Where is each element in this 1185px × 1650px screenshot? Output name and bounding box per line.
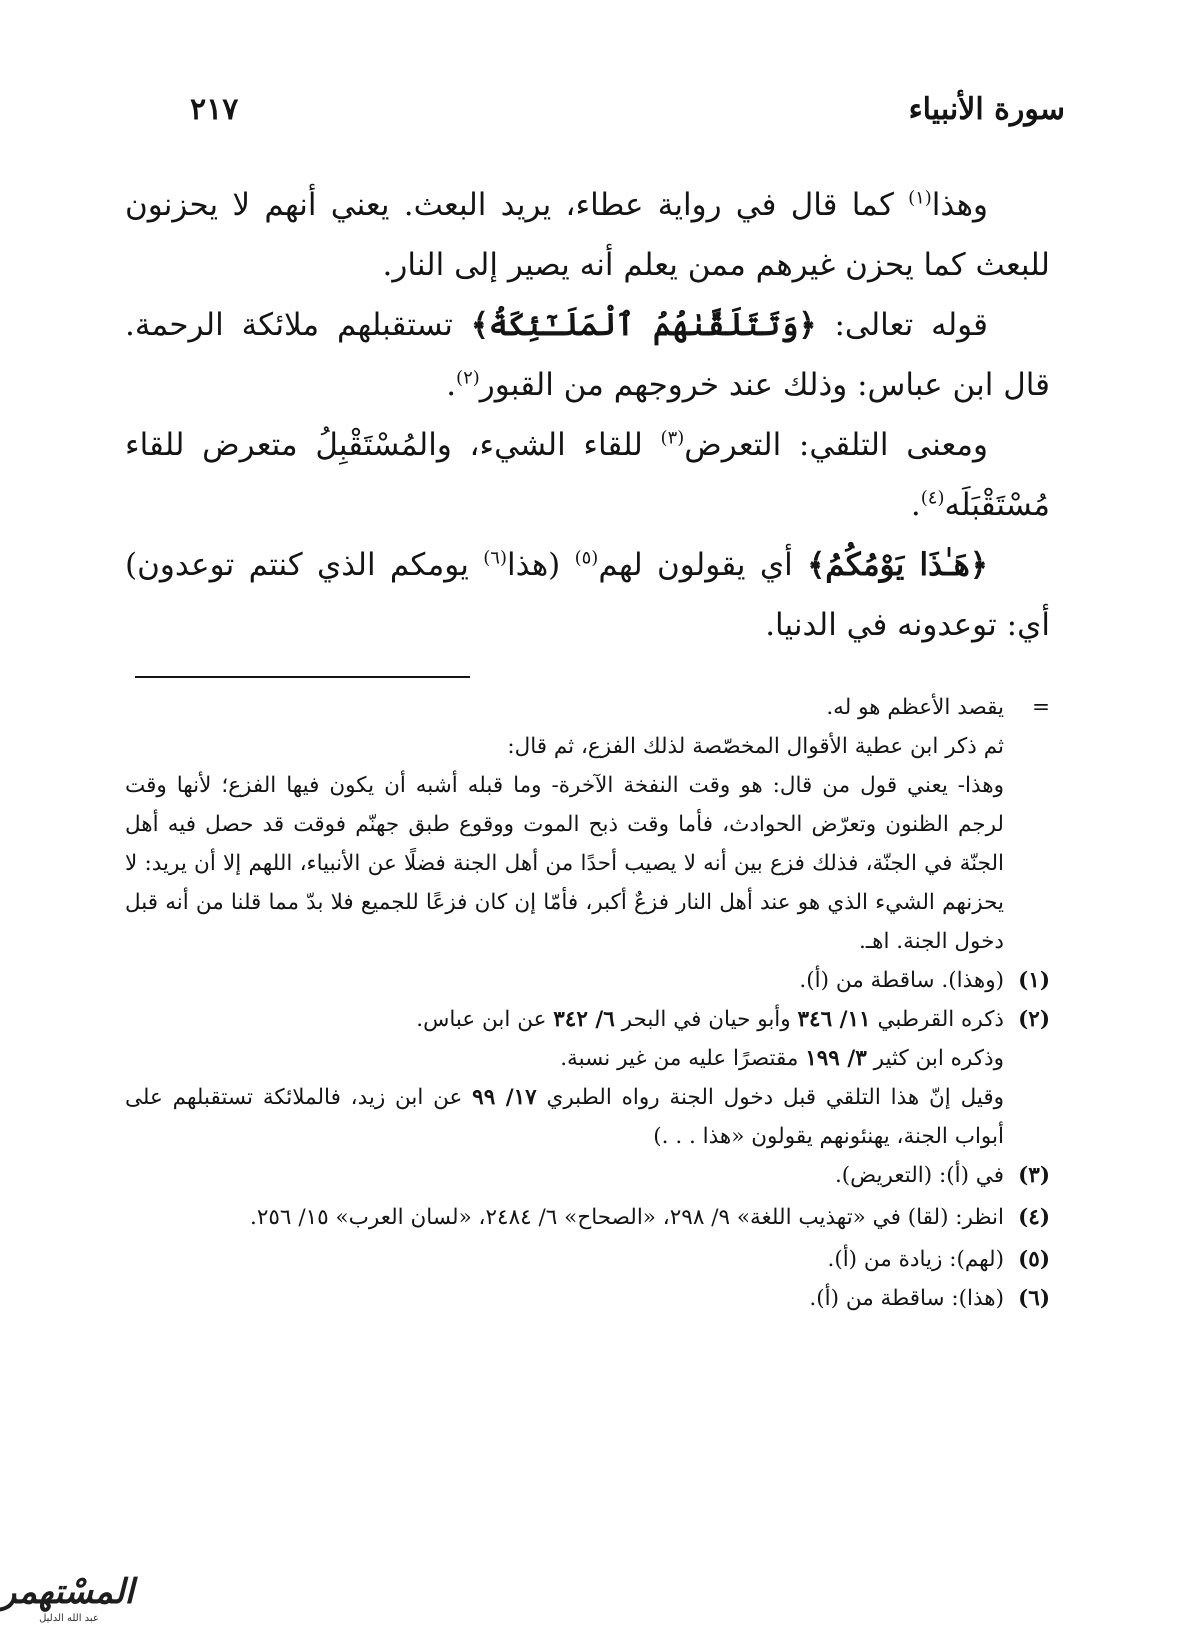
- text-run: (هذا: [506, 547, 575, 583]
- footnote-6: [125, 1279, 1050, 1318]
- footnote-number: (٦): [1018, 1286, 1050, 1311]
- footnote-text: انظر: (لقا) في «تهذيب اللغة» ٩/ ٢٩٨، «الصحاح» ٦/ ٢٤٨٤، «لسان العرب» ١٥/ ٢٥٦.: [249, 1205, 1004, 1230]
- text-run: وأبو حيان في البحر: [614, 1007, 798, 1032]
- text-run: عن ابن زيد، فالملائكة تستقبلهم على أبواب الجنة، يهنئونهم يقولون «هذا . . .): [125, 1085, 1004, 1149]
- footnote-5: [125, 1240, 1050, 1279]
- page-header: [120, 92, 1065, 140]
- text-run: عن ابن عباس.: [416, 1007, 554, 1032]
- footnote-ref-6: (٦): [483, 547, 507, 569]
- footnote-text: [125, 1078, 1004, 1156]
- footnote-ref-1: (١): [908, 187, 932, 209]
- footnote-line: ثم ذكر ابن عطية الأقوال المخصّصة لذلك الفزع، ثم قال:: [507, 734, 1004, 759]
- citation: ٦/ ٣٤٢: [553, 1007, 615, 1032]
- footnote-number: (٤): [1018, 1205, 1050, 1230]
- footnote-line: يقصد الأعظم هو له.: [826, 695, 1004, 720]
- page-number: ٢١٧: [190, 92, 239, 127]
- watermark-line-1: المسْتهمر: [0, 1572, 134, 1612]
- quran-verse: ﴿هَـٰذَا يَوْمُكُمُ﴾: [807, 547, 989, 583]
- footnote-ref-5: (٥): [574, 547, 599, 569]
- footnote-divider: [135, 676, 470, 678]
- paragraph-4: [125, 535, 1050, 655]
- footnote-3: [125, 1156, 1050, 1195]
- footnote-continuation: [125, 688, 1050, 961]
- text-run: قوله تعالى:: [816, 307, 988, 343]
- footnotes: [125, 688, 1050, 1318]
- footnote-ref-3: (٣): [660, 427, 685, 449]
- paragraph-3: [125, 415, 1050, 535]
- footnote-number: (١): [1018, 968, 1050, 993]
- text-run: ومعنى التلقي: التعرض: [684, 427, 988, 463]
- footnote-ref-2: (٢): [456, 367, 480, 389]
- continuation-mark: =: [1031, 695, 1050, 720]
- text-run: وقيل إنّ هذا التلقي قبل دخول الجنة رواه الطبري: [536, 1085, 1005, 1110]
- text-run: تستقبلهم ملائكة الرحمة. قال ابن عباس: وذلك عند خروجهم من القبور: [125, 307, 1050, 403]
- footnote-text: [125, 1000, 1004, 1039]
- text-run: وهذا: [931, 187, 988, 223]
- footnote-text: في (أ): (التعريض).: [834, 1163, 1004, 1188]
- text-run: أي يقولون لهم: [598, 547, 808, 583]
- text-run: .: [910, 487, 921, 523]
- text-run: مقتصرًا عليه من غير نسبة.: [560, 1046, 806, 1071]
- footnote-number: (٢): [1018, 1007, 1050, 1032]
- footnote-number: (٣): [1018, 1163, 1050, 1188]
- surah-title: سورة الأنبياء: [908, 92, 1065, 127]
- watermark-line-2: عبد الله الدليل: [39, 1613, 99, 1624]
- footnote-text: (هذا): ساقطة من (أ).: [809, 1286, 1004, 1311]
- citation: ١١/ ٣٤٦: [797, 1007, 871, 1032]
- text-run: كما قال في رواية عطاء، يريد البعث. يعني أنهم لا يحزنون للبعث كما يحزن غيرهم ممن يعلم أنه يصير إلى النار.: [125, 187, 1050, 283]
- paragraph-1: [125, 175, 1050, 295]
- watermark-logo: [0, 1572, 134, 1636]
- text-run: ذكره القرطبي: [870, 1007, 1004, 1032]
- quran-verse: ﴿وَتَتَلَقَّىٰهُمُ ٱلْمَلَـٰٓئِكَةُ﴾: [470, 307, 817, 343]
- footnote-1: [125, 961, 1050, 1000]
- footnote-ref-4: (٤): [920, 487, 945, 509]
- footnote-2: [125, 1000, 1050, 1156]
- text-run: يومكم الذي كنتم توعدون) أي: توعدونه في الدنيا.: [125, 547, 1050, 643]
- footnote-text: (لهم): زيادة من (أ).: [827, 1247, 1004, 1272]
- citation: ٣/ ١٩٩: [805, 1046, 867, 1071]
- footnote-text: (وهذا). ساقطة من (أ).: [799, 968, 1004, 993]
- text-run: للقاء الشيء، والمُسْتَقْبِلُ متعرض للقاء مُسْتَقْبَلَه: [125, 427, 1050, 523]
- footnote-text: [125, 1039, 1004, 1078]
- paragraph-2: [125, 295, 1050, 415]
- footnote-4: [125, 1198, 1050, 1237]
- footnote-number: (٥): [1018, 1247, 1050, 1272]
- text-run: .: [446, 367, 457, 403]
- main-text: [125, 175, 1050, 655]
- footnote-line: وهذا- يعني قول من قال: هو وقت النفخة الآخرة- وما قبله أشبه أن يكون فيها الفزع؛ لأنها وقت لرجم الظنون وتعرّض الحوادث، فأما وقت ذبح الموت ووقوع طبق جهنّم فوقت قد حصل فيه أهل الجنّة في الجنّة، فذلك فزع بين أنه لا يصيب أحدًا من أهل الجنة فضلًا عن الأنبياء، اللهم إلا أن يريد: لا يحزنهم الشيء الذي هو عند أهل النار فزعٌ أكبر، فأمّا إن كان فزعًا للجميع فلا بدّ مما قلنا من أنه قبل دخول الجنة. اهـ.: [125, 773, 1004, 954]
- citation: ١٧/ ٩٩: [472, 1085, 537, 1110]
- text-run: وذكره ابن كثير: [866, 1046, 1004, 1071]
